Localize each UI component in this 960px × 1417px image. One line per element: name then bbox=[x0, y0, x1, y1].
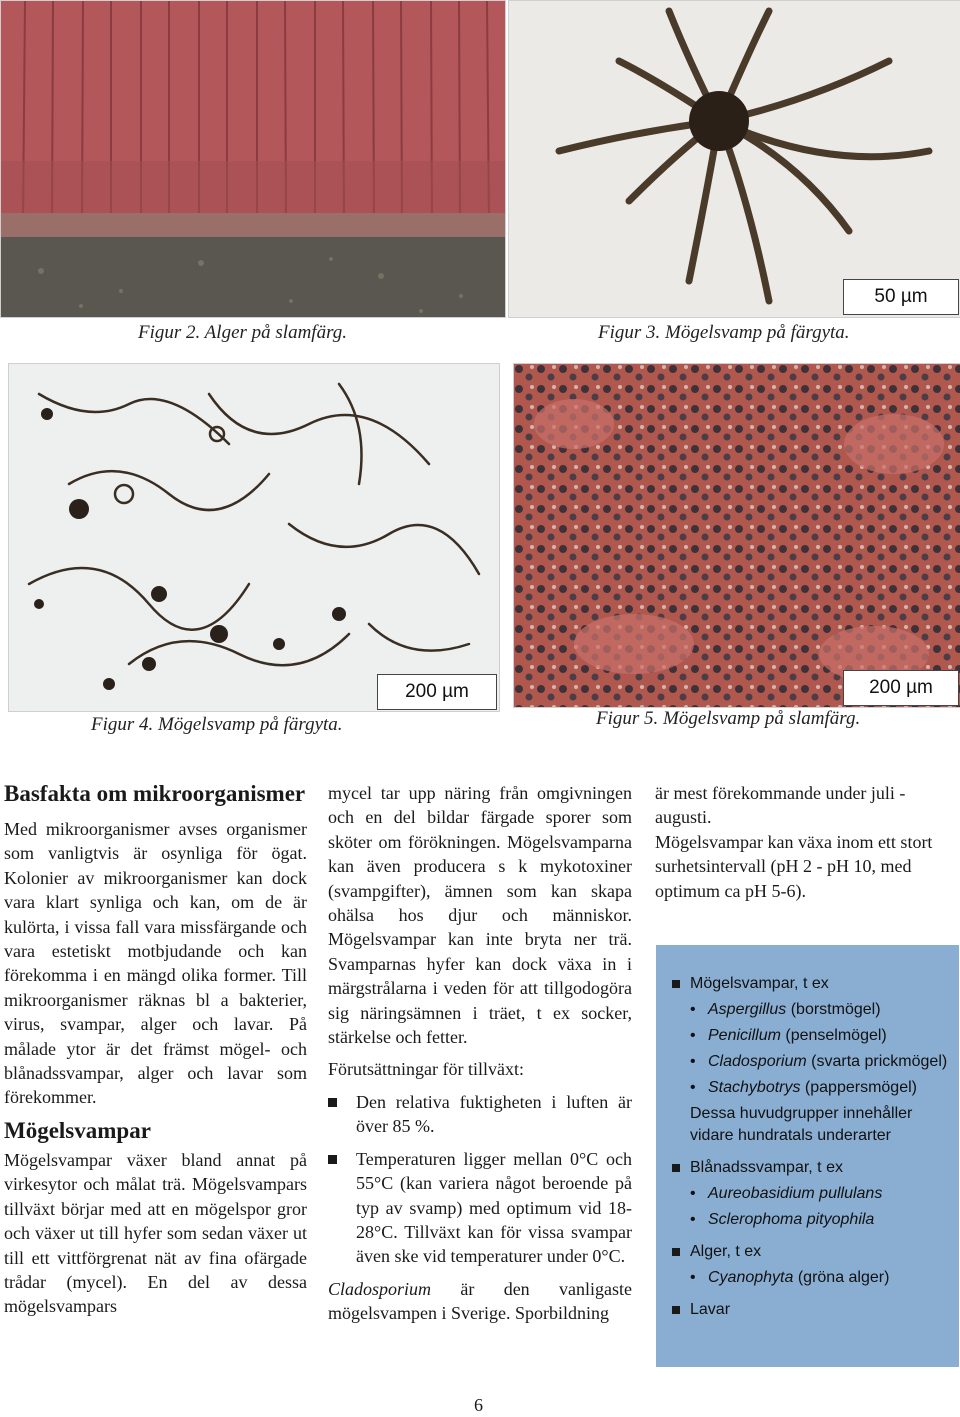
box-item bbox=[656, 1077, 959, 1099]
common-name: (gröna alger) bbox=[793, 1269, 890, 1286]
common-name: (borstmögel) bbox=[786, 1001, 881, 1018]
figure-4-caption: Figur 4. Mögelsvamp på färgyta. bbox=[91, 714, 343, 735]
column-3 bbox=[655, 781, 959, 903]
latin-name: Stachybotrys bbox=[708, 1079, 801, 1096]
red-wall-image bbox=[1, 1, 505, 317]
mycel-paragraph: mycel tar upp näring från omgivningen och en del bildar färgade sporer som sköter om förökningen. Mögelsvamparna kan även producera s k mykotoxiner (svampgifter), ämnen som kan skapa ohälsa hos djur och människor. Mögelsvampar kan inte bryta ner trä. Svamparnas hyfer kan dock växa in i märgstrålarna i veden för att tillgodogöra sig näringsämnen i träet, t ex socker, stärkelse och fetter. bbox=[328, 783, 632, 1048]
latin-name: Aspergillus bbox=[708, 1001, 787, 1018]
figure-4-scale-bar: 200 µm bbox=[377, 674, 497, 710]
mould-hyphae-image bbox=[9, 364, 499, 711]
column-1 bbox=[4, 781, 307, 1319]
figure-5-caption: Figur 5. Mögelsvamp på slamfärg. bbox=[596, 708, 861, 729]
box-item bbox=[656, 1267, 959, 1289]
common-name: (svarta prickmögel) bbox=[806, 1053, 948, 1070]
cladosporium-paragraph bbox=[328, 1277, 632, 1326]
mould-slurry-image bbox=[514, 364, 960, 707]
common-name: (pappersmögel) bbox=[800, 1079, 917, 1096]
box-item bbox=[656, 1209, 959, 1231]
latin-name: Penicillum bbox=[708, 1027, 781, 1044]
figure-3-caption: Figur 3. Mögelsvamp på färgyta. bbox=[598, 322, 850, 343]
basfakta-paragraph: Med mikroorganismer avses organismer som vanligtvis är osynliga för ögat. Kolonier av mikroorganismer kan dock vara klart synliga och kan, om de är kulörta, i vissa fall vara missfärgande och vara estetiskt motbjudande och kan förekomma i en mängd olika former. Till mikroorganismer räknas bl a bakterier, virus, svampar, alger och lavar. På målade ytor är det främst mögel- och blånadssvampar, alger och lavar som förekommer. bbox=[4, 819, 307, 1108]
latin-name: Sclerophoma pityophila bbox=[708, 1211, 875, 1228]
figure-5-scale-bar: 200 µm bbox=[843, 670, 959, 706]
box-group-lavar: Lavar bbox=[656, 1299, 959, 1321]
ph-paragraph: Mögelsvampar kan växa inom ett stort surhetsintervall (pH 2 - pH 10, med optimum ca pH 5-6). bbox=[655, 831, 933, 901]
box-group-alger: Alger, t ex bbox=[656, 1241, 959, 1263]
box-item bbox=[656, 1183, 959, 1205]
common-name: (penselmögel) bbox=[780, 1027, 887, 1044]
figure-4-photo bbox=[8, 363, 500, 712]
mould-star-image bbox=[509, 1, 960, 317]
cladosporium-term: Cladosporium bbox=[328, 1278, 432, 1299]
sporbildning-paragraph: är mest förekommande under juli - augusti. bbox=[655, 783, 906, 828]
figure-3-scale-bar: 50 µm bbox=[843, 279, 959, 315]
box-group-mogelsvampar: Mögelsvampar, t ex bbox=[656, 973, 959, 995]
latin-name: Aureobasidium pullulans bbox=[708, 1185, 883, 1202]
figure-5-photo bbox=[513, 363, 960, 708]
section-heading-basfakta: Basfakta om mikroorganismer bbox=[4, 781, 306, 806]
humidity-bullet: Den relativa fuktigheten i luften är över 85 %. bbox=[328, 1090, 632, 1139]
conditions-title: Förutsättningar för tillväxt: bbox=[328, 1059, 524, 1080]
box-group-blanadssvampar: Blånadssvampar, t ex bbox=[656, 1157, 959, 1179]
column-2 bbox=[328, 781, 632, 1326]
mogelsvampar-paragraph: Mögelsvampar växer bland annat på virkesytor och målat trä. Mögelsvampars tillväxt börjar med att en mögelspor gror och växer ut till hyfer som sedan växer ut till ett vittförgrenat nät av fina ofärgade trådar (mycel). En del av dessa mögelsvampars bbox=[4, 1149, 307, 1317]
figure-2-caption: Figur 2. Alger på slamfärg. bbox=[138, 322, 348, 343]
temperature-bullet: Temperaturen ligger mellan 0°C och 55°C (kan variera något beroende på typ av svamp) med optimum vid 18-28°C. Tillväxt kan för vissa svampar även ske vid temperaturer under 0°C. bbox=[328, 1147, 632, 1269]
section-heading-mogelsvampar: Mögelsvampar bbox=[4, 1117, 151, 1143]
latin-name: Cladosporium bbox=[708, 1053, 807, 1070]
page-number: 6 bbox=[474, 1395, 483, 1415]
info-box bbox=[656, 945, 959, 1367]
latin-name: Cyanophyta bbox=[708, 1269, 794, 1286]
figure-2-photo bbox=[0, 0, 506, 318]
box-item bbox=[656, 1051, 959, 1073]
box-item bbox=[656, 999, 959, 1021]
box-item bbox=[656, 1025, 959, 1047]
cladosporium-text: är den vanligaste mögelsvampen i Sverige. Sporbildning bbox=[328, 1278, 632, 1324]
box-note: Dessa huvudgrupper innehåller vidare hundratals underarter bbox=[690, 1105, 913, 1144]
figure-3-photo bbox=[508, 0, 960, 318]
